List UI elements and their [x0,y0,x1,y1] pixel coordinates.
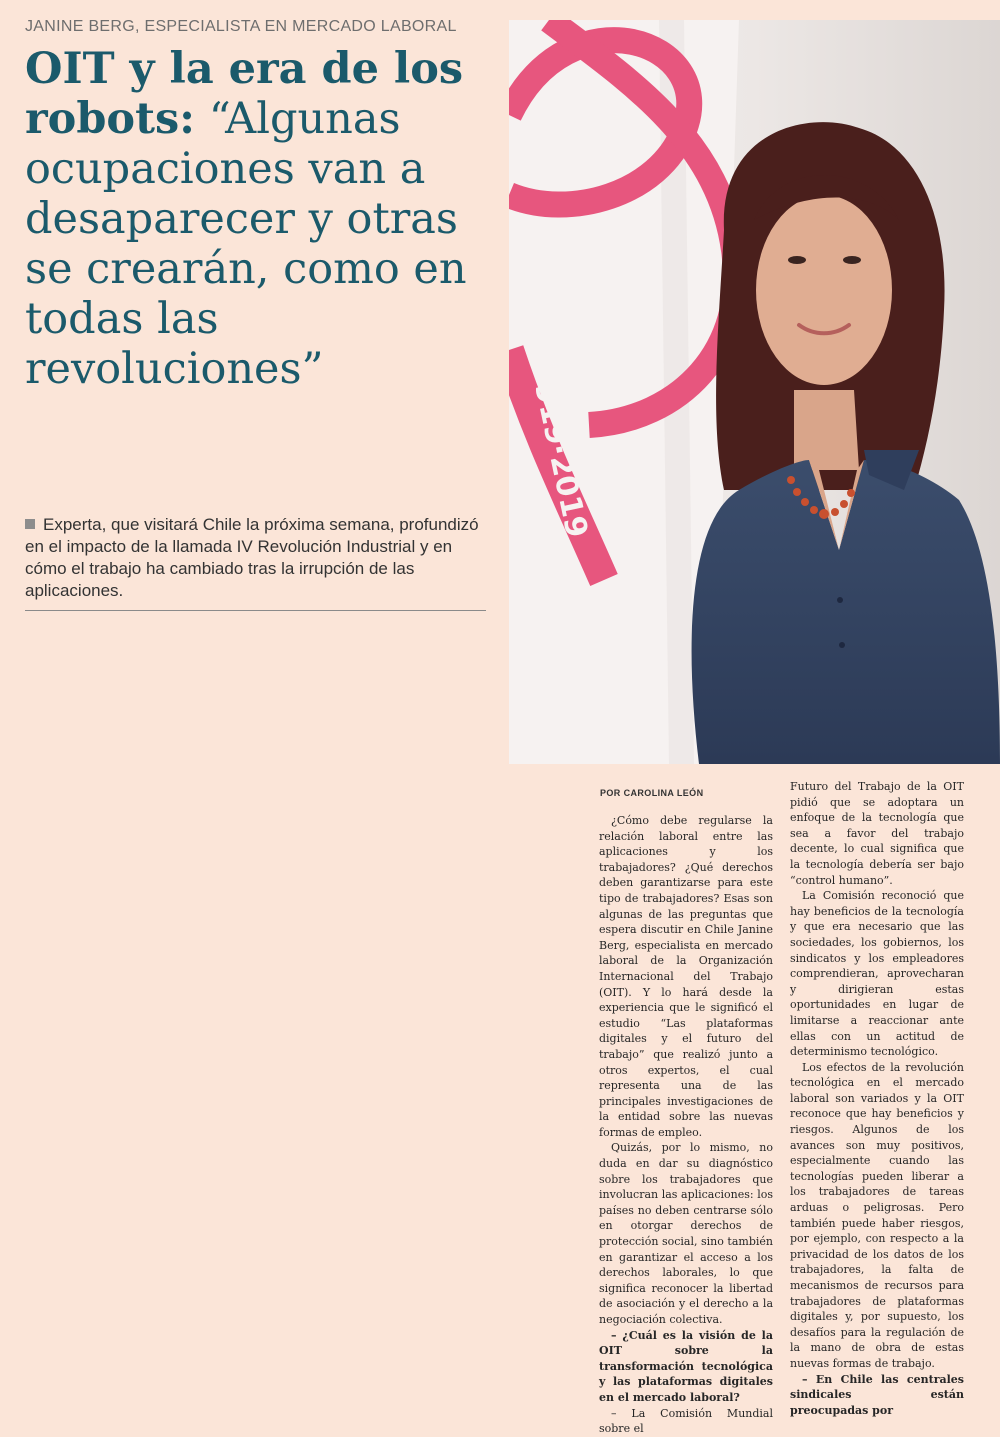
paragraph: Quizás, por lo mismo, no duda en dar su diagnóstico sobre los trabajadores que involucran las aplicaciones: los países no deben centrarse sólo en otorgar derechos de protección social, sino también en garantizar el acceso a los derechos laborales, lo que significa reconocer la libertad de asociación y el derecho a la negociación colectiva. [599,1141,773,1326]
headline-bold: OIT y la era de los robots: [25,44,464,144]
article-column-2 [790,779,964,1418]
headline-quote: “Algunas ocupaciones van a desaparecer y otras se crearán, como en todas las revoluciones” [25,94,467,394]
lead-text: Experta, que visitará Chile la próxima semana, profundizó en el impacto de la llamada IV Revolución Industrial y en cómo el trabajo ha cambiado tras la irrupción de las aplicaciones. [25,515,479,600]
portrait-photo [509,20,1000,764]
paragraph: – La Comisión Mundial sobre el [599,1406,773,1436]
interview-question: – En Chile las centrales sindicales están preocupadas por [790,1372,964,1417]
bullet-square-icon [25,519,35,529]
lead-paragraph [25,514,490,602]
paragraph: La Comisión reconoció que hay beneficios de la tecnología y que era necesario que las sociedades, los gobiernos, los sindicatos y los empleadores comprendieran, aprovecharan y dirigieran estas oportunidades en lugar de limitarse a reaccionar ante ellas con un actitud de determinismo tecnológico. [790,889,964,1059]
byline: POR CAROLINA LEÓN [600,788,704,798]
kicker: JANINE BERG, ESPECIALISTA EN MERCADO LABORAL [25,18,457,35]
paragraph: Futuro del Trabajo de la OIT pidió que se adoptara un enfoque de la tecnología que sea a favor del trabajo decente, lo cual significa que la tecnología debería ser bajo “control humano”. [790,780,964,887]
flag-text: 919·2019 [527,379,595,541]
paragraph: ¿Cómo debe regularse la relación laboral entre las aplicaciones y los trabajadores? ¿Qué derechos deben garantizarse para este tipo de trabajadores? Esas son algunas de las preguntas que espera discutir en Chile Janine Berg, especialista en mercado laboral de la Organización Internacional del Trabajo (OIT). Y lo hará desde la experiencia que le significó el estudio “Las plataformas digitales y el futuro del trabajo” que realizó junto a otros expertos, el cual representa una de las principales investigaciones de la entidad sobre las nuevas formas de empleo. [599,814,773,1139]
paragraph: Los efectos de la revolución tecnológica en el mercado laboral son variados y la OIT reconoce que hay beneficios y riesgos. Algunos de los avances son muy positivos, especialmente cuando las tecnologías pueden liberar a los trabajadores de tareas arduas o peligrosas. Pero también puede haber riesgos, por ejemplo, con respecto a la privacidad de los datos de los trabajadores, la falta de mecanismos de recursos para trabajadores de plataformas digitales y, por supuesto, los desafíos para la regulación de la mano de obra de estas nuevas formas de trabajo. [790,1060,964,1370]
article-column-1 [599,813,773,1437]
interview-question: – ¿Cuál es la visión de la OIT sobre la transformación tecnológica y las plataformas digitales en el mercado laboral? [599,1328,773,1404]
headline [25,44,505,394]
divider-rule [25,610,486,611]
